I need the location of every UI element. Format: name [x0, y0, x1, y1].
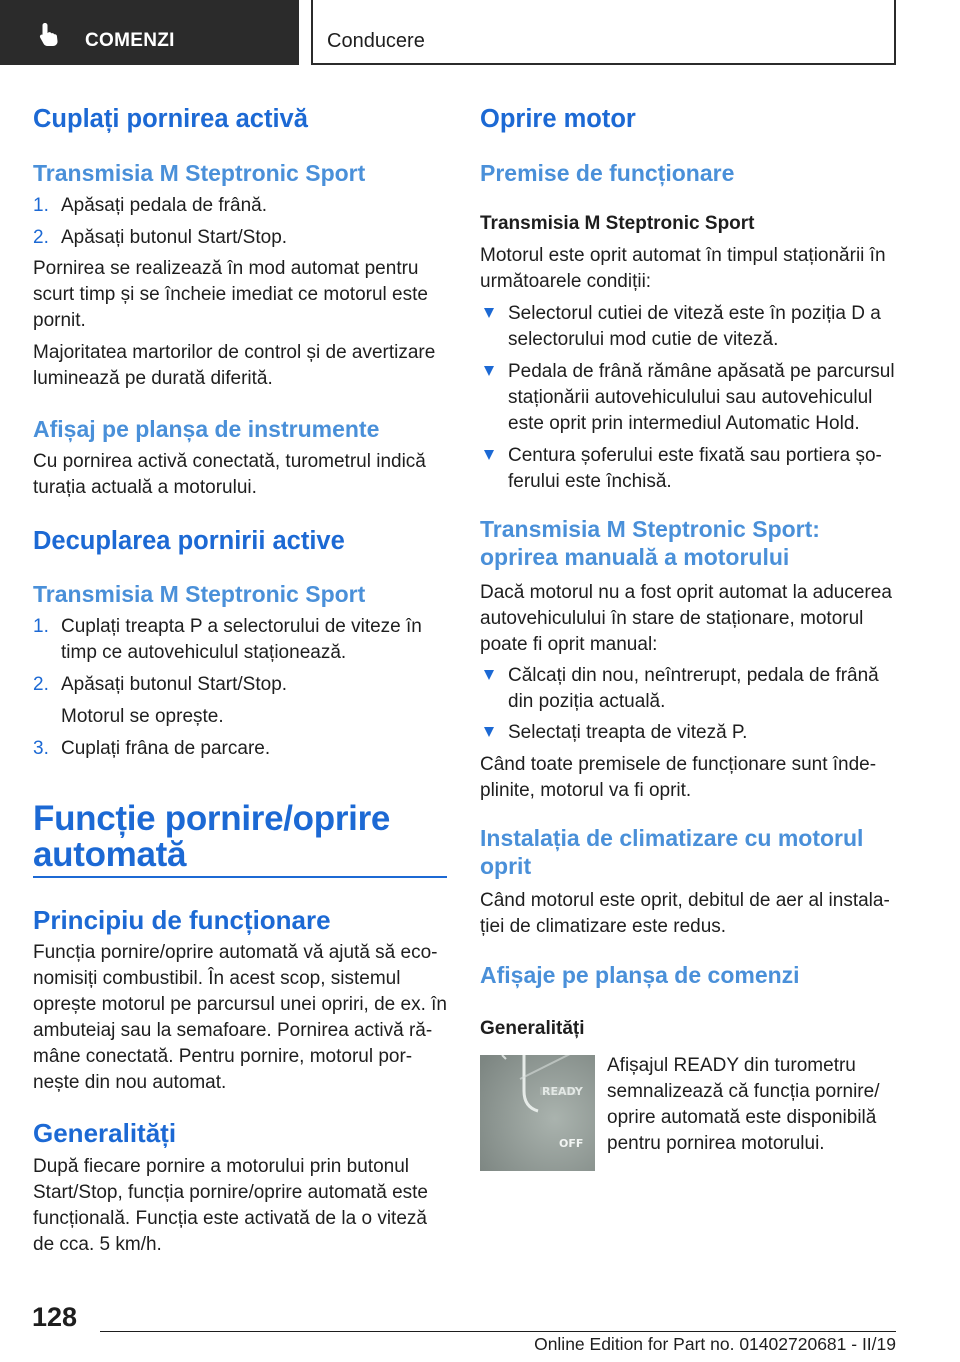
- bullet-text: ferului este închisă.: [508, 471, 672, 492]
- bullet-text: staționării autovehiculului sau autovehiculul: [508, 387, 873, 408]
- section-tab-label: COMENZI: [85, 30, 175, 51]
- bullet-triangle-icon: [484, 670, 494, 680]
- bullet-text: Centura șoferului este fixată sau portiera șo‐: [508, 445, 882, 466]
- subheading-climate: oprit: [480, 853, 532, 879]
- subheading-prerequisites: Premise de funcționare: [480, 160, 735, 186]
- step-text: Apăsați butonul Start/Stop.: [61, 227, 288, 248]
- paragraph-line: nomisiți combustibil. În acest scop, sistemul: [33, 968, 401, 989]
- page-number: 128: [32, 1302, 78, 1332]
- paragraph-line: poate fi oprit manual:: [480, 634, 658, 655]
- paragraph-line: următoarele condiții:: [480, 271, 652, 292]
- paragraph-line: După fiecare pornire a motorului prin butonul: [33, 1156, 409, 1177]
- bullet-triangle-icon: [484, 727, 494, 737]
- paragraph-line: luminează pe durată diferită.: [33, 368, 273, 389]
- subheading-transmission-2: Transmisia M Steptronic Sport: [33, 581, 366, 607]
- bullet-text: Selectorul cutiei de viteză este în poziția D a: [508, 303, 881, 324]
- step-number: 2.: [33, 674, 49, 695]
- bullet-text: Selectați treapta de viteză P.: [508, 722, 748, 743]
- subheading-manual-stop: oprirea manuală a motorului: [480, 544, 790, 570]
- bold-subheading: Transmisia M Steptronic Sport: [480, 213, 755, 234]
- paragraph-line: ambuteiaj sau la semafoare. Pornirea activă ră‐: [33, 1020, 433, 1041]
- subheading-control-panel-displays: Afișaje pe planșa de comenzi: [480, 962, 800, 988]
- chapter-title-line: Funcție pornire/oprire: [33, 799, 391, 838]
- step-number: 2.: [33, 227, 49, 248]
- bullet-text: Pedala de frână rămâne apăsată pe parcursul: [508, 361, 895, 382]
- step-number: 1.: [33, 616, 49, 637]
- paragraph-line: autovehiculului în stare de staționare, motorul: [480, 608, 864, 629]
- paragraph-line: Cu pornirea activă conectată, turometrul indică: [33, 451, 426, 472]
- chapter-title-line: automată: [33, 835, 187, 874]
- paragraph-line: Dacă motorul nu a fost oprit automat la aducerea: [480, 582, 892, 603]
- paragraph-line: pentru pornirea motorului.: [607, 1133, 825, 1154]
- paragraph-line: oprire automată este disponibilă: [607, 1107, 877, 1128]
- heading-engine-stop: Oprire motor: [480, 105, 636, 133]
- paragraph-line: Start/Stop, funcția pornire/oprire automată este: [33, 1182, 428, 1203]
- bold-subheading: Generalități: [480, 1018, 585, 1039]
- paragraph-line: de cca. 5 km/h.: [33, 1234, 162, 1255]
- paragraph-line: scurt timp și se încheie imediat ce motorul este: [33, 284, 428, 305]
- heading-general: Generalități: [33, 1118, 177, 1148]
- header-tab[interactable]: [0, 0, 299, 65]
- chapter-header: [311, 0, 896, 65]
- tachometer-ready-image: [480, 1055, 595, 1171]
- paragraph-line: Motorul este oprit automat în timpul staționării în: [480, 245, 886, 266]
- edition-footer: Online Edition for Part no. 01402720681 - II/19: [534, 1334, 896, 1354]
- bullet-text: selectorului mod cutie de viteză.: [508, 329, 779, 350]
- chapter-title: Conducere: [327, 30, 425, 52]
- step-text: timp ce autovehiculul staționează.: [61, 642, 347, 663]
- bullet-text: este oprit prin intermediul Automatic Hold.: [508, 413, 860, 434]
- step-number: 3.: [33, 738, 49, 759]
- hand-pointer-icon: [36, 20, 64, 48]
- paragraph-line: funcțională. Funcția este activată de la o viteză: [33, 1208, 427, 1229]
- paragraph-line: Pornirea se realizează în mod automat pentru: [33, 258, 419, 279]
- step-text: Apăsați butonul Start/Stop.: [61, 674, 288, 695]
- tachometer-graphic: [480, 1055, 595, 1171]
- paragraph-line: ției de climatizare este redus.: [480, 916, 727, 937]
- step-result: Motorul se oprește.: [61, 706, 224, 727]
- step-text: Cuplați treapta P a selectorului de viteze în: [61, 616, 422, 637]
- off-indicator-label: OFF: [559, 1137, 584, 1150]
- subheading-instrument-display: Afișaj pe planșa de instrumente: [33, 416, 380, 442]
- ready-indicator-label: READY: [542, 1085, 583, 1098]
- paragraph-line: semnalizează că funcția pornire/: [607, 1081, 880, 1102]
- chapter-title-rule: [33, 876, 447, 878]
- subheading-climate: Instalația de climatizare cu motorul: [480, 825, 864, 851]
- paragraph-line: plinite, motorul va fi oprit.: [480, 780, 692, 801]
- paragraph-line: Când motorul este oprit, debitul de aer al instala‐: [480, 890, 890, 911]
- step-number: 1.: [33, 195, 49, 216]
- bullet-triangle-icon: [484, 308, 494, 318]
- paragraph-line: Afișajul READY din turometru: [607, 1055, 856, 1076]
- paragraph-line: Când toate premisele de funcționare sunt înde‐: [480, 754, 877, 775]
- bullet-text: din poziția actuală.: [508, 691, 666, 712]
- heading-principle: Principiu de funcționare: [33, 905, 331, 935]
- paragraph-line: mâne conectată. Pentru pornire, motorul por‐: [33, 1046, 413, 1067]
- paragraph-line: Majoritatea martorilor de control și de avertizare: [33, 342, 436, 363]
- subheading-manual-stop: Transmisia M Steptronic Sport:: [480, 516, 820, 542]
- heading-decouple-active-start: Decuplarea pornirii active: [33, 527, 345, 555]
- paragraph-line: Funcția pornire/oprire automată vă ajută să eco‐: [33, 942, 438, 963]
- paragraph-line: turația actuală a motorului.: [33, 477, 257, 498]
- heading-couple-active-start: Cuplați pornirea activă: [33, 105, 308, 133]
- step-text: Cuplați frâna de parcare.: [61, 738, 271, 759]
- footer-rule: [100, 1331, 896, 1332]
- paragraph-line: oprește motorul pe parcursul unei opriri, de ex. în: [33, 994, 447, 1015]
- bullet-triangle-icon: [484, 366, 494, 376]
- paragraph-line: nește din nou automat.: [33, 1072, 227, 1093]
- bullet-text: Călcați din nou, neîntrerupt, pedala de frână: [508, 665, 879, 686]
- step-text: Apăsați pedala de frână.: [61, 195, 267, 216]
- subheading-transmission-1: Transmisia M Steptronic Sport: [33, 160, 366, 186]
- bullet-triangle-icon: [484, 450, 494, 460]
- paragraph-line: pornit.: [33, 310, 86, 331]
